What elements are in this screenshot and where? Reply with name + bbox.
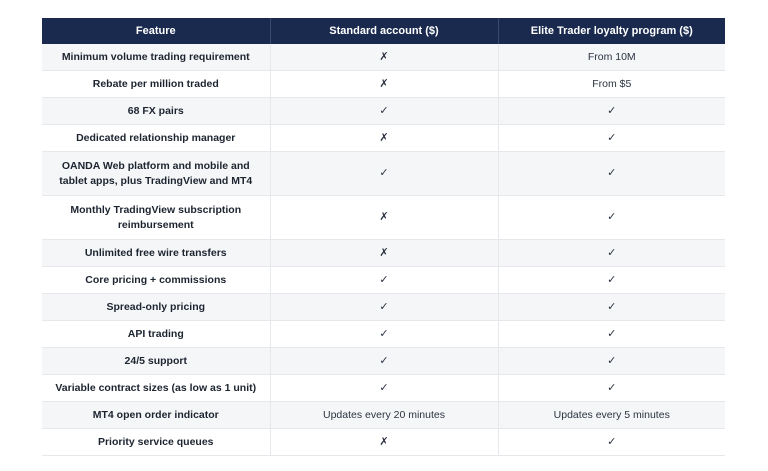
- standard-cell: ✓: [270, 98, 498, 125]
- feature-cell: Core pricing + commissions: [42, 267, 270, 294]
- table-row: [42, 71, 725, 98]
- feature-cell: 68 FX pairs: [42, 98, 270, 125]
- feature-cell: Dedicated relationship manager: [42, 125, 270, 152]
- feature-cell: OANDA Web platform and mobile and tablet apps, plus TradingView and MT4: [42, 152, 270, 196]
- standard-cell: ✓: [270, 294, 498, 321]
- comparison-table-container: [42, 18, 725, 456]
- standard-cell: ✗: [270, 44, 498, 71]
- standard-cell: ✗: [270, 125, 498, 152]
- elite-cell: ✓: [498, 98, 725, 125]
- elite-cell: ✓: [498, 375, 725, 402]
- standard-cell: Updates every 20 minutes: [270, 402, 498, 429]
- header-elite-trader: Elite Trader loyalty program ($): [498, 18, 725, 44]
- account-comparison-table: [42, 18, 725, 456]
- header-row: [42, 18, 725, 44]
- table-row: [42, 294, 725, 321]
- standard-cell: ✓: [270, 267, 498, 294]
- table-row: [42, 375, 725, 402]
- feature-cell: Rebate per million traded: [42, 71, 270, 98]
- table-row: [42, 321, 725, 348]
- elite-cell: ✓: [498, 240, 725, 267]
- feature-cell: Minimum volume trading requirement: [42, 44, 270, 71]
- feature-cell: Priority service queues: [42, 429, 270, 456]
- table-row: [42, 267, 725, 294]
- table-row: [42, 152, 725, 196]
- standard-cell: ✓: [270, 152, 498, 196]
- table-row: [42, 125, 725, 152]
- table-body: [42, 44, 725, 456]
- elite-cell: Updates every 5 minutes: [498, 402, 725, 429]
- feature-cell: MT4 open order indicator: [42, 402, 270, 429]
- standard-cell: ✓: [270, 348, 498, 375]
- table-row: [42, 196, 725, 240]
- feature-cell: 24/5 support: [42, 348, 270, 375]
- table-row: [42, 44, 725, 71]
- feature-cell: Monthly TradingView subscription reimbursement: [42, 196, 270, 240]
- standard-cell: ✓: [270, 375, 498, 402]
- standard-cell: ✓: [270, 321, 498, 348]
- table-row: [42, 240, 725, 267]
- table-header: [42, 18, 725, 44]
- elite-cell: From 10M: [498, 44, 725, 71]
- header-feature: Feature: [42, 18, 270, 44]
- table-row: [42, 348, 725, 375]
- elite-cell: ✓: [498, 152, 725, 196]
- feature-cell: Spread-only pricing: [42, 294, 270, 321]
- feature-cell: Unlimited free wire transfers: [42, 240, 270, 267]
- elite-cell: ✓: [498, 267, 725, 294]
- elite-cell: ✓: [498, 321, 725, 348]
- elite-cell: ✓: [498, 125, 725, 152]
- elite-cell: ✓: [498, 294, 725, 321]
- table-row: [42, 402, 725, 429]
- standard-cell: ✗: [270, 196, 498, 240]
- elite-cell: ✓: [498, 348, 725, 375]
- table-row: [42, 98, 725, 125]
- elite-cell: From $5: [498, 71, 725, 98]
- elite-cell: ✓: [498, 196, 725, 240]
- standard-cell: ✗: [270, 71, 498, 98]
- table-row: [42, 429, 725, 456]
- elite-cell: ✓: [498, 429, 725, 456]
- header-standard-account: Standard account ($): [270, 18, 498, 44]
- feature-cell: API trading: [42, 321, 270, 348]
- standard-cell: ✗: [270, 429, 498, 456]
- feature-cell: Variable contract sizes (as low as 1 unit): [42, 375, 270, 402]
- standard-cell: ✗: [270, 240, 498, 267]
